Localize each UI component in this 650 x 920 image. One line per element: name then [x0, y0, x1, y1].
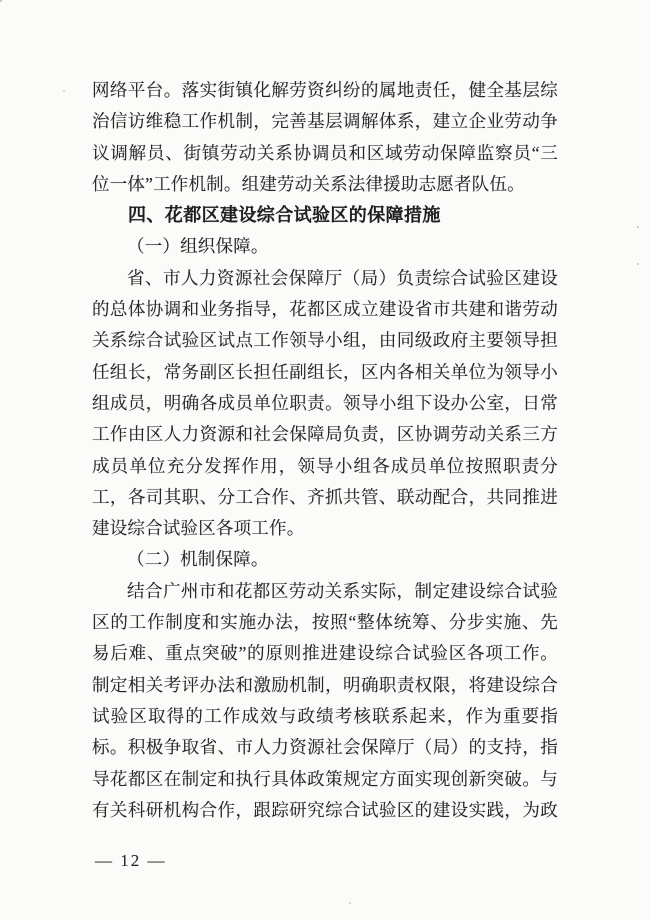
text-line: 制定相关考评办法和激励机制，明确职责权限，将建设综合 — [92, 674, 558, 695]
text-line: 关系综合试验区试点工作领导小组，由同级政府主要领导担 — [92, 330, 558, 351]
text-line: 治信访维稳工作机制，完善基层调解体系，建立企业劳动争 — [92, 111, 558, 132]
page-number: — 12 — — [95, 851, 167, 870]
text-line: 易后难、重点突破”的原则推进建设综合试验区各项工作。 — [92, 643, 558, 664]
text-line: 网络平台。落实街镇化解劳资纠纷的属地责任，健全基层综 — [92, 80, 558, 100]
text-line: 位一体”工作机制。组建劳动关系法律援助志愿者队伍。 — [92, 173, 525, 194]
text-line: 四、花都区建设综合试验区的保障措施 — [128, 205, 441, 226]
text-line: （二）机制保障。 — [127, 549, 269, 570]
text-line: 标。积极争取省、市人力资源社会保障厅（局）的支持，指 — [92, 737, 558, 758]
document-body — [92, 75, 558, 826]
text-line: 区的工作制度和实施办法，按照“整体统筹、分步实施、先 — [92, 612, 558, 633]
text-line: 的总体协调和业务指导，花都区成立建设省市共建和谐劳动 — [92, 299, 558, 320]
text-line: 工作由区人力资源和社会保障局负责，区协调劳动关系三方 — [92, 424, 558, 445]
text-line: 组成员，明确各成员单位职责。领导小组下设办公室，日常 — [92, 392, 558, 413]
text-line: 有关科研机构合作，跟踪研究综合试验区的建设实践，为政 — [92, 799, 558, 820]
text-line: 导花都区在制定和执行具体政策规定方面实现创新突破。与 — [92, 768, 558, 789]
text-line: 建设综合试验区各项工作。 — [92, 518, 305, 539]
text-line: 成员单位充分发挥作用，领导小组各成员单位按照职责分 — [92, 455, 558, 476]
text-line: 结合广州市和花都区劳动关系实际，制定建设综合试验 — [127, 580, 558, 601]
text-line: 省、市人力资源社会保障厅（局）负责综合试验区建设 — [127, 267, 558, 288]
text-line: 议调解员、街镇劳动关系协调员和区域劳动保障监察员“三 — [92, 142, 558, 163]
text-line: （一）组织保障。 — [127, 236, 269, 257]
text-line: 任组长，常务副区长担任副组长，区内各相关单位为领导小 — [92, 361, 558, 382]
text-line: 工，各司其职、分工合作、齐抓共管、联动配合，共同推进 — [92, 486, 558, 507]
text-line: 试验区取得的工作成效与政绩考核联系起来，作为重要指 — [92, 705, 558, 726]
